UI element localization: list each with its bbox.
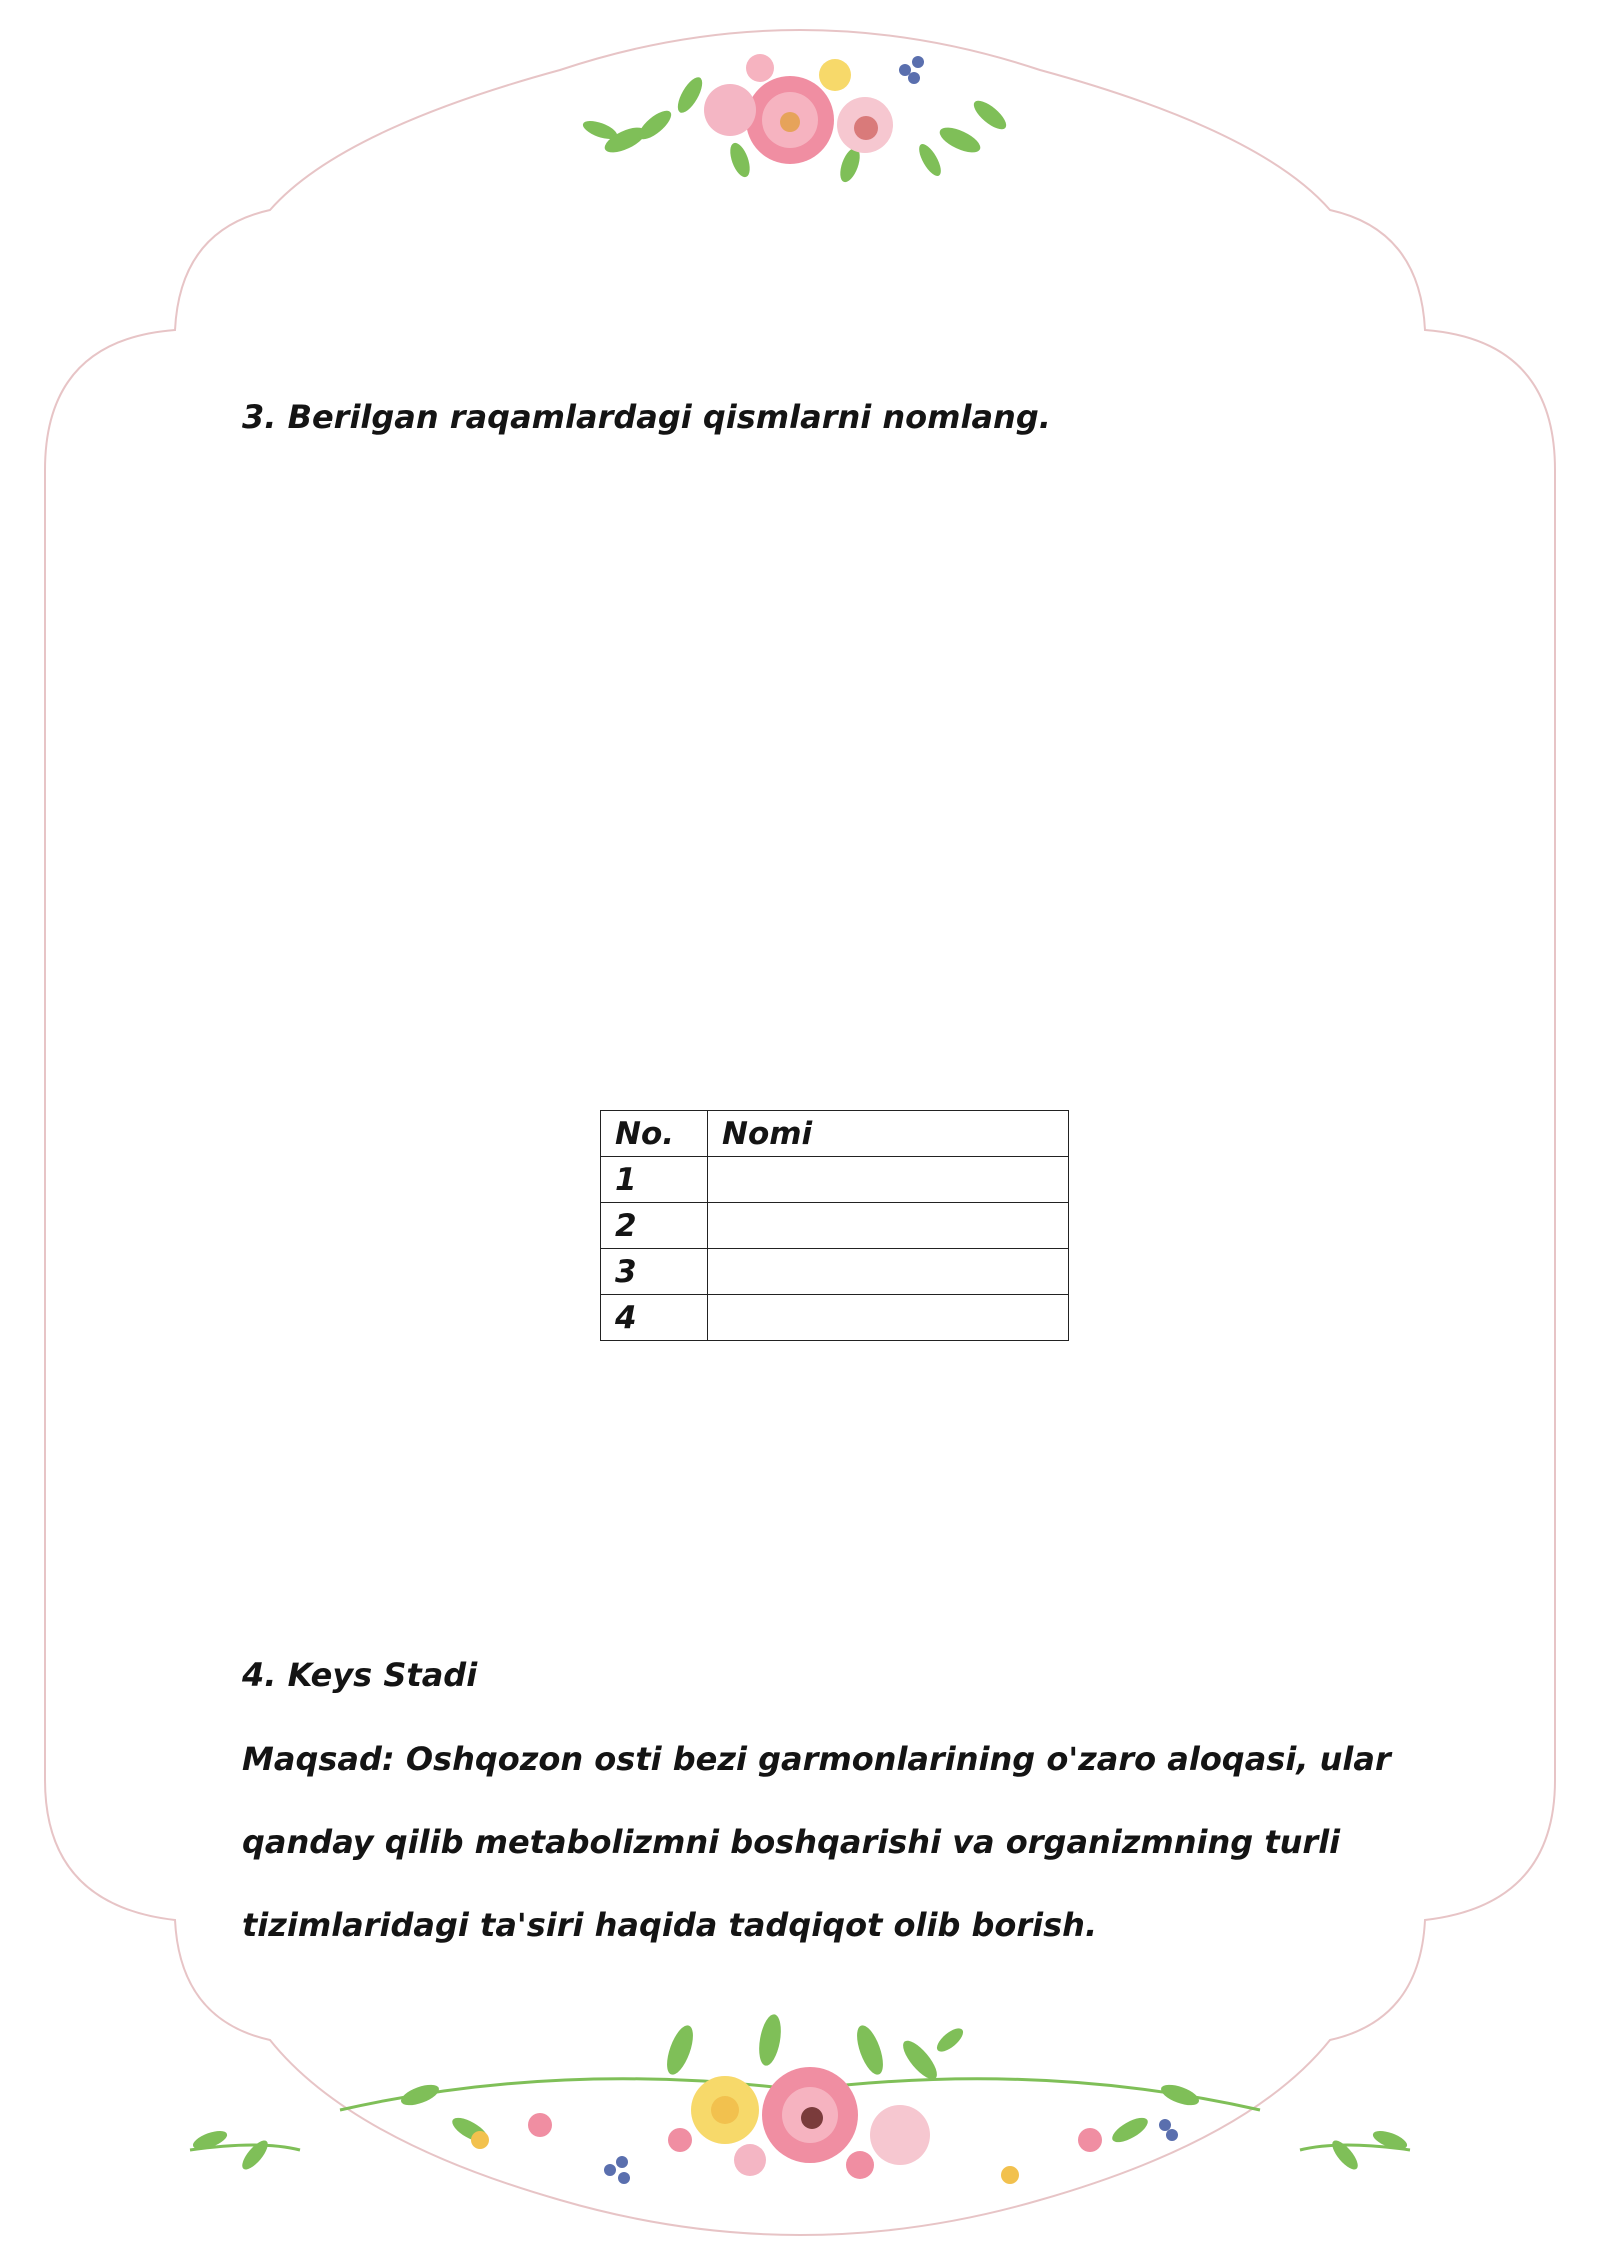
row-number: 2 xyxy=(601,1203,708,1249)
row-name-cell[interactable] xyxy=(708,1295,1069,1341)
bottom-flower-bouquet xyxy=(190,2013,1410,2184)
task4-goal-line: qanday qilib metabolizmni boshqarishi va organizmning turli xyxy=(242,1823,1341,1861)
row-name-cell[interactable] xyxy=(708,1249,1069,1295)
table-row xyxy=(601,1203,1069,1249)
header-name: Nomi xyxy=(708,1111,1069,1157)
answer-table xyxy=(600,1110,1069,1341)
table-row xyxy=(601,1157,1069,1203)
table-row xyxy=(601,1249,1069,1295)
table-row xyxy=(601,1295,1069,1341)
row-name-cell[interactable] xyxy=(708,1203,1069,1249)
row-number: 1 xyxy=(601,1157,708,1203)
task4-goal-line: tizimlaridagi ta'siri haqida tadqiqot olib borish. xyxy=(242,1906,1098,1944)
task4-goal-line: Maqsad: Oshqozon osti bezi garmonlarining o'zaro aloqasi, ular xyxy=(242,1740,1391,1778)
row-number: 3 xyxy=(601,1249,708,1295)
task4-title: 4. Keys Stadi xyxy=(242,1656,478,1694)
header-number: No. xyxy=(601,1111,708,1157)
row-name-cell[interactable] xyxy=(708,1157,1069,1203)
top-flower-bouquet xyxy=(581,54,1011,185)
table-header-row xyxy=(601,1111,1069,1157)
row-number: 4 xyxy=(601,1295,708,1341)
task3-title: 3. Berilgan raqamlardagi qismlarni nomlang. xyxy=(242,398,1051,436)
